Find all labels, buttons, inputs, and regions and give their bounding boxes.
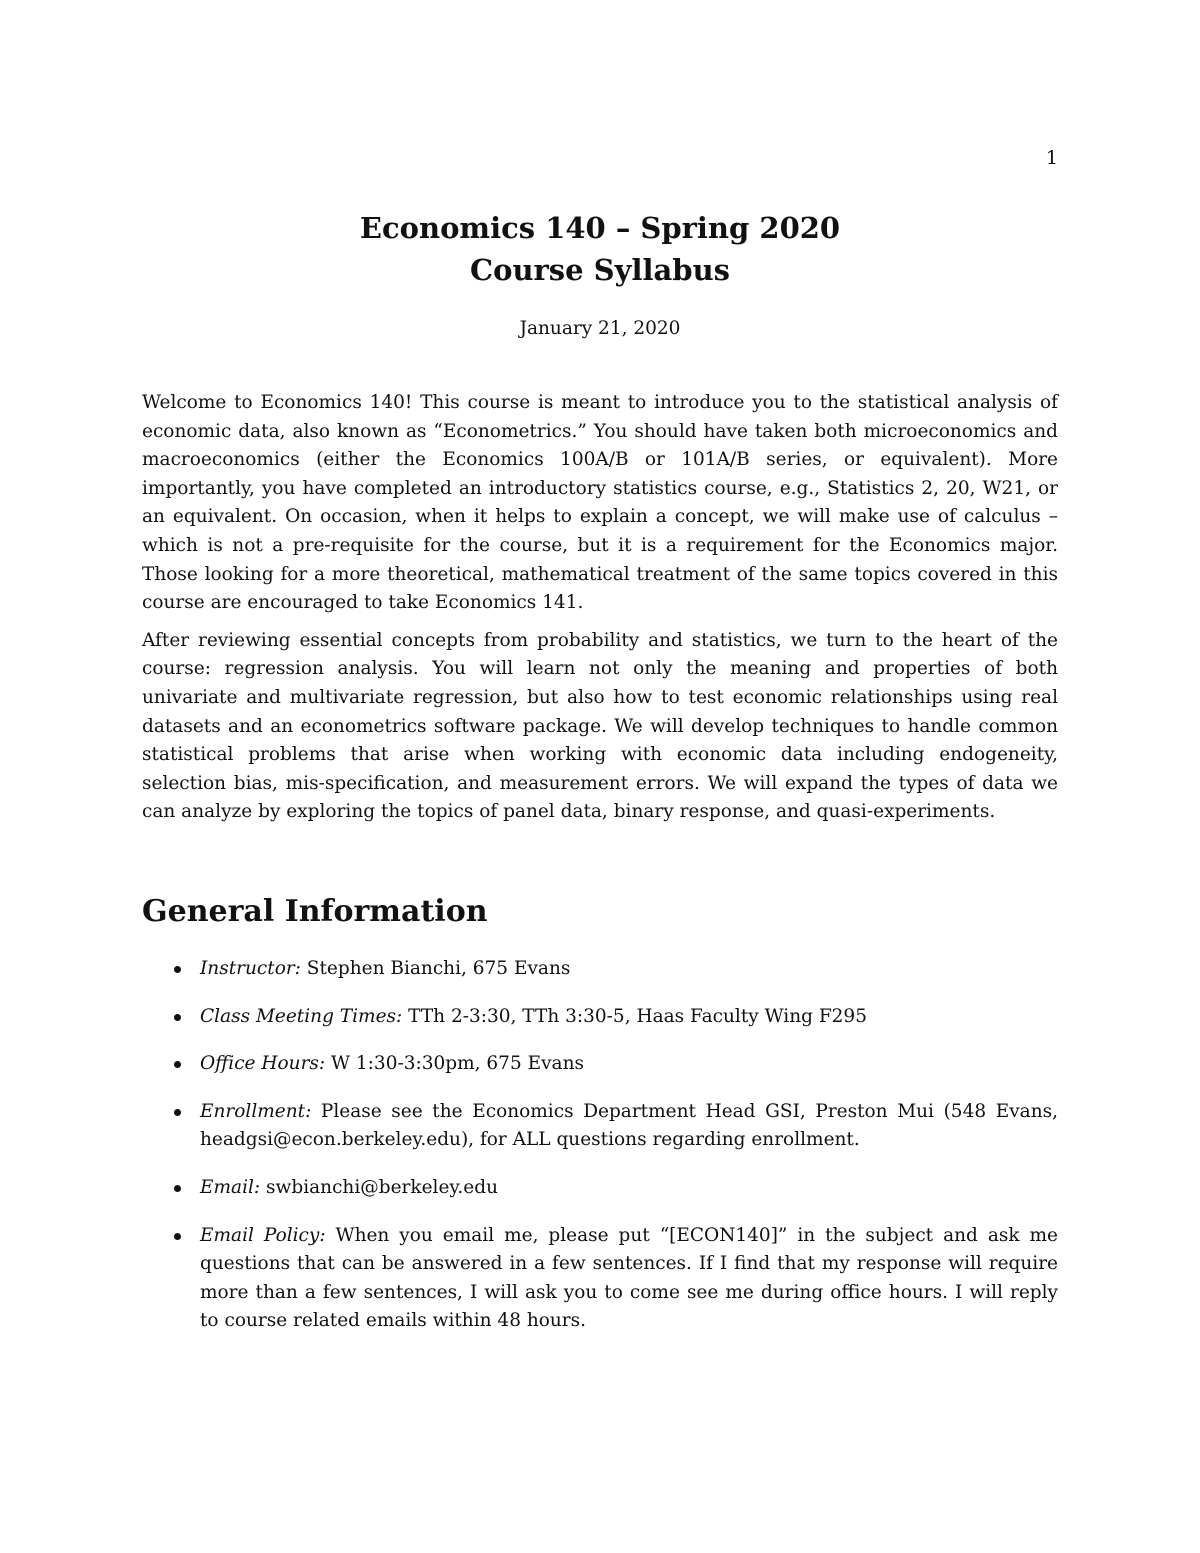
item-label: Class Meeting Times: [200,1005,403,1027]
list-item-enrollment [142,1098,1058,1155]
list-item-email [142,1174,1058,1203]
bullet-icon [174,1061,181,1068]
page-number: 1 [1045,147,1058,169]
intro-section [142,389,1058,836]
item-label: Instructor: [200,958,301,979]
document-subtitle: Course Syllabus [470,253,730,287]
item-text: TTh 2-3:30, TTh 3:30-5, Haas Faculty Wing F295 [402,1005,867,1027]
list-item-office-hours [142,1050,1058,1079]
list-item-instructor [142,955,1058,984]
general-information-heading: General Information [142,894,488,929]
document-date: January 21, 2020 [519,318,681,339]
bullet-icon [174,966,181,973]
bullet-icon [174,1014,181,1021]
list-item-class-meeting-times [142,1003,1058,1032]
title-block [142,207,1058,341]
item-text: Please see the Economics Department Head GSI, Preston Mui (548 Evans, headgsi@econ.berkeley.edu), for ALL questions regarding enrollment. [200,1100,1058,1151]
item-text: W 1:30-3:30pm, 675 Evans [325,1053,584,1075]
item-label: Office Hours: [200,1053,326,1075]
item-text: swbianchi@berkeley.edu [260,1176,499,1198]
bullet-icon [174,1185,181,1192]
general-information-list [142,955,1058,1355]
item-text: When you email me, please put “[ECON140]” in the subject and ask me questions that can be answered in a few sentences. If I find that my response will require more than a few sentences, I will ask you to come see me during office hours. I will reply to course related emails within 48 hours. [200,1224,1058,1332]
intro-paragraph-2: After reviewing essential concepts from probability and statistics, we turn to the heart of the course: regression analysis. You will learn not only the meaning and properties of both univariate and multivariate regression, but also how to test economic relationships using real datasets and an econometrics software package. We will develop techniques to handle common statistical problems that arise when working with economic data including endogeneity, selection bias, mis-specification, and measurement errors. We will expand the types of data we can analyze by exploring the topics of panel data, binary response, and quasi-experiments. [142,629,1058,823]
item-text: Stephen Bianchi, 675 Evans [300,958,571,979]
document-title: Economics 140 – Spring 2020 [359,211,841,245]
item-label: Enrollment: [200,1100,312,1122]
bullet-icon [174,1233,181,1240]
bullet-icon [174,1109,181,1116]
list-item-email-policy [142,1222,1058,1336]
item-label: Email: [200,1176,261,1198]
item-label: Email Policy: [200,1224,326,1246]
intro-paragraph-1: Welcome to Economics 140! This course is meant to introduce you to the statistical analysis of economic data, also known as “Econometrics.” You should have taken both microeconomics and macroeconomics (either the Economics 100A/B or 101A/B series, or equivalent). More importantly, you have completed an introductory statistics course, e.g., Statistics 2, 20, W21, or an equivalent. On occasion, when it helps to explain a concept, we will make use of calculus – which is not a pre-requisite for the course, but it is a requirement for the Economics major. Those looking for a more theoretical, mathematical treatment of the same topics covered in this course are encouraged to take Economics 141. [142,392,1058,614]
